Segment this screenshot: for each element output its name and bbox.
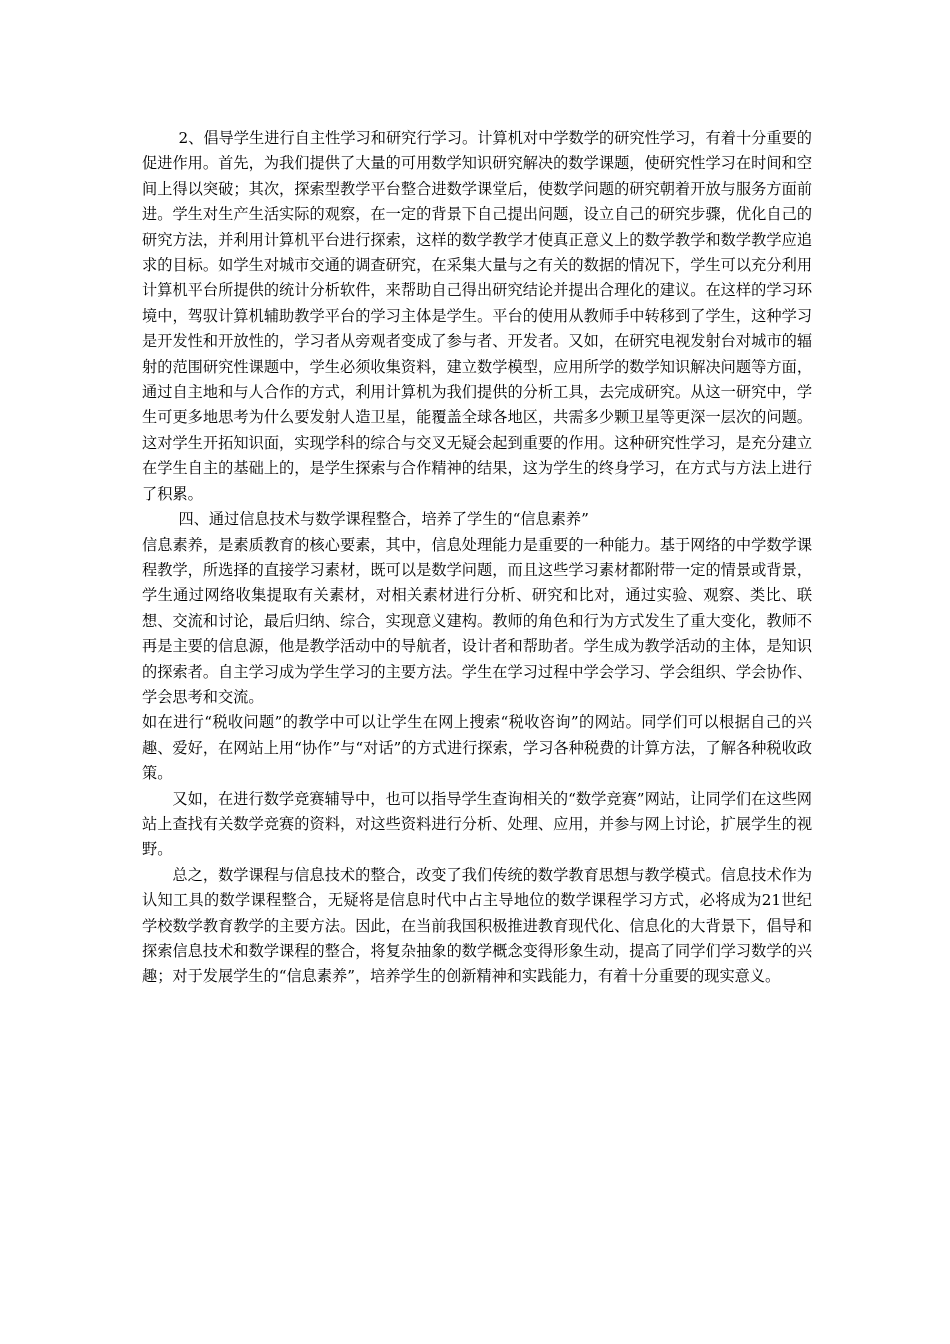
paragraph-conclusion: 总之，数学课程与信息技术的整合，改变了我们传统的数学教育思想与教学模式。信息技术作为认知工具的数学课程整合，无疑将是信息时代中占主导地位的数学课程学习方式，必将成为21世纪学校数学教育教学的主要方法。因此，在当前我国积极推进教育现代化、信息化的大背景下，倡导和探索信息技术和数学课程的整合，将复杂抽象的数学概念变得形象生动，提高了同学们学习数学的兴趣；对于发展学生的“信息素养”，培养学生的创新精神和实践能力，有着十分重要的现实意义。 <box>142 865 812 986</box>
document-body <box>142 126 812 990</box>
paragraph-competition-example: 又如，在进行数学竞赛辅导中，也可以指导学生查询相关的“数学竞赛”网站，让同学们在这些网站上查找有关数学竞赛的资料，对这些资料进行分析、处理、应用，并参与网上讨论，扩展学生的视野。 <box>142 789 812 859</box>
paragraph-information-literacy: 信息素养，是素质教育的核心要素，其中，信息处理能力是重要的一种能力。基于网络的中学数学课程教学，所选择的直接学习素材，既可以是数学问题，而且这些学习素材都附带一定的情景或背景，学生通过网络收集提取有关素材，对相关素材进行分析、研究和比对，通过实验、观察、类比、联想、交流和讨论，最后归纳、综合，实现意义建构。教师的角色和行为方式发生了重大变化，教师不再是主要的信息源，他是教学活动中的导航者，设计者和帮助者。学生成为教学活动的主体，是知识的探索者。自主学习成为学生学习的主要方法。学生在学习过程中学会学习、学会组织、学会协作、学会思考和交流。 <box>142 535 812 706</box>
section-heading-information-literacy: 四、通过信息技术与数学课程整合，培养了学生的“信息素养” <box>178 510 589 529</box>
paragraph-self-directed-learning: 2、倡导学生进行自主性学习和研究行学习。计算机对中学数学的研究性学习，有着十分重要的促进作用。首先，为我们提供了大量的可用数学知识研究解决的数学课题，使研究性学习在时间和空间上得以突破；其次，探索型教学平台整合进数学课堂后，使数学问题的研究朝着开放与服务方面前进。学生对生产生活实际的观察，在一定的背景下自己提出问题，设立自己的研究步骤，优化自己的研究方法，并利用计算机平台进行探索，这样的数学教学才使真正意义上的数学教学和数学教学应追求的目标。如学生对城市交通的调查研究，在采集大量与之有关的数据的情况下，学生可以充分利用计算机平台所提供的统计分析软件，来帮助自己得出研究结论并提出合理化的建议。在这样的学习环境中，驾驭计算机辅助教学平台的学习主体是学生。平台的使用从教师手中转移到了学生，这种学习是开发性和开放性的，学习者从旁观者变成了参与者、开发者。又如，在研究电视发射台对城市的辐射的范围研究性课题中，学生必须收集资料，建立数学模型，应用所学的数学知识解决问题等方面，通过自主地和与人合作的方式，利用计算机为我们提供的分析工具，去完成研究。从这一研究中，学生可更多地思考为什么要发射人造卫星，能覆盖全球各地区，共需多少颗卫星等更深一层次的问题。这对学生开拓知识面，实现学科的综合与交叉无疑会起到重要的作用。这种研究性学习，是充分建立在学生自主的基础上的，是学生探索与合作精神的结果，这为学生的终身学习，在方式与方法上进行了积累。 <box>142 129 812 503</box>
paragraph-tax-example: 如在进行“税收问题”的教学中可以让学生在网上搜索“税收咨询”的网站。同学们可以根据自己的兴趣、爱好，在网站上用“协作”与“对话”的方式进行探索，学习各种税费的计算方法，了解各种税收政策。 <box>142 713 812 783</box>
